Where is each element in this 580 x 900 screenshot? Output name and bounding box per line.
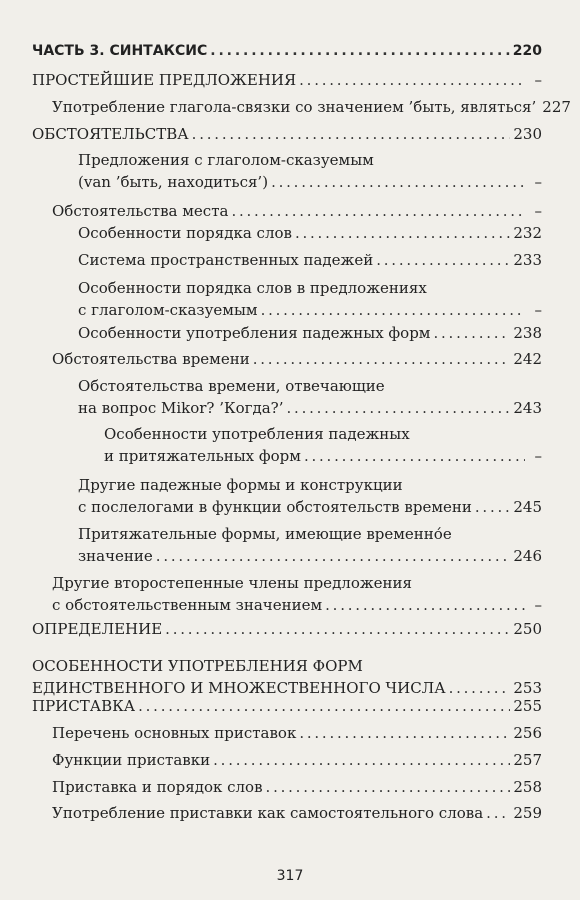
toc-entry-title: ЕДИНСТВЕННОГО И МНОЖЕСТВЕННОГО ЧИСЛА [32,679,446,697]
toc-entry-page: 250 [513,620,542,638]
toc-entry-page: – [534,71,542,89]
toc-entry-page: 246 [513,547,542,565]
dot-leader [213,749,510,771]
toc-entry-page: 253 [513,679,542,697]
toc-entry-title-line: Предложения с глаголом-сказуемым [78,151,374,169]
dot-leader [325,594,525,616]
toc-entry-page: 227 [542,98,571,116]
toc-entry-title-line: Особенности употребления падежных [104,425,410,443]
toc-entry-page: 255 [513,697,542,715]
dot-leader [295,222,510,244]
toc-entry-page: 259 [513,804,542,822]
toc-entry-title-line: Обстоятельства времени, отвечающие [78,377,385,395]
toc-entry-title: Употребление глагола-связки со значением ’быть, являться’ [52,98,537,116]
toc-entry-title: (van ’быть, находиться’) [78,173,269,191]
toc-entry-page: 232 [513,224,542,242]
toc-entry-title: ПРИСТАВКА [32,697,136,715]
toc-entry-page: 245 [513,498,542,516]
dot-leader [299,722,510,744]
dot-leader [475,496,510,518]
dot-leader [299,69,525,91]
toc-entry-title: Особенности порядка слов [78,224,292,242]
toc-entry-title-line: Другие второстепенные члены предложения [52,574,412,592]
toc-entry-title: Перечень основных приставок [52,724,297,742]
toc-entry-title: на вопрос Mikor? ’Когда?’ [78,399,284,417]
toc-entry-title: ЧАСТЬ 3. СИНТАКСИС [32,43,208,59]
toc-entry-title-line: Притяжательные формы, имеющие временно́е [78,525,452,543]
toc-entry-page: – [534,173,542,191]
toc-entry-page: – [534,596,542,614]
toc-entry-title: Обстоятельства места [52,202,229,220]
toc-entry-title: Обстоятельства времени [52,350,250,368]
toc-entry-title: с обстоятельственным значением [52,596,323,614]
dot-leader [287,397,511,419]
toc-entry-title-line: Другие падежные формы и конструкции [78,476,403,494]
toc-entry-page: 256 [513,724,542,742]
toc-entry-page: 230 [513,125,542,143]
toc-entry-page: 233 [513,251,542,269]
toc-entry-page: – [534,447,542,465]
toc-entry-page: 238 [513,324,542,342]
dot-leader [192,123,511,145]
dot-leader [231,200,525,222]
dot-leader [210,40,510,62]
toc-entry-title: и притяжательных форм [104,447,301,465]
toc-entry-page: 257 [513,751,542,769]
dot-leader [433,322,510,344]
dot-leader [261,299,525,321]
toc-entry-page: – [534,202,542,220]
dot-leader [138,695,510,717]
dot-leader [253,348,511,370]
toc-entry-title: Особенности употребления падежных форм [78,324,431,342]
toc-entry-page: 258 [513,778,542,796]
toc-entry-title: ОПРЕДЕЛЕНИЕ [32,620,163,638]
toc-entry-title-line: ОСОБЕННОСТИ УПОТРЕБЛЕНИЯ ФОРМ [32,657,363,675]
dot-leader [486,802,510,824]
toc-entry-title: Функции приставки [52,751,211,769]
dot-leader [165,618,510,640]
dot-leader [271,171,525,193]
toc-entry-title: с послелогами в функции обстоятельств времени [78,498,472,516]
dot-leader [156,545,511,567]
toc-entry-page: 220 [512,43,542,59]
toc-entry-page: – [534,301,542,319]
dot-leader [376,249,510,271]
toc-entry-page: 243 [513,399,542,417]
toc-entry-title-line: Особенности порядка слов в предложениях [78,279,427,297]
toc-entry-page: 242 [513,350,542,368]
toc-entry-title: Приставка и порядок слов [52,778,263,796]
page-number: 317 [276,868,304,884]
toc-entry-title: с глаголом-сказуемым [78,301,258,319]
toc-entry-title: ПРОСТЕЙШИЕ ПРЕДЛОЖЕНИЯ [32,71,297,89]
dot-leader [266,776,511,798]
toc-entry-title: ОБСТОЯТЕЛЬСТВА [32,125,189,143]
toc-entry-title: значение [78,547,153,565]
toc-entry-title: Употребление приставки как самостоятельного слова [52,804,484,822]
toc-entry-title: Система пространственных падежей [78,251,374,269]
dot-leader [304,445,525,467]
